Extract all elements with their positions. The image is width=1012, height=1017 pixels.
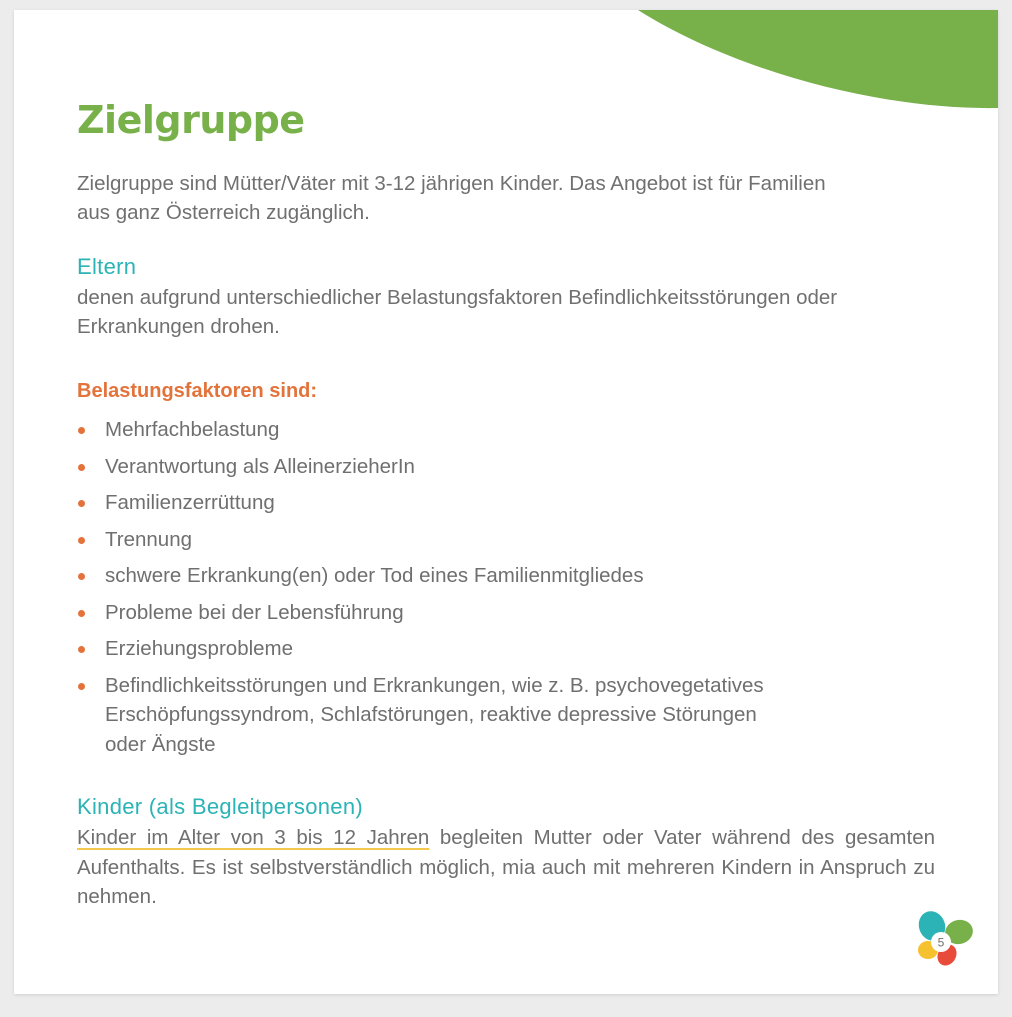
highlighted-phrase: Kinder im Alter von 3 bis 12 Jahren [77, 826, 430, 849]
list-item: Erziehungsprobleme [77, 634, 937, 664]
green-arc-decoration [638, 10, 998, 120]
belastung-list [77, 415, 937, 766]
page-number: 5 [937, 935, 945, 950]
eltern-heading: Eltern [77, 254, 137, 279]
list-item: schwere Erkrankung(en) oder Tod eines Familienmitgliedes [77, 561, 937, 591]
eltern-paragraph [77, 283, 837, 341]
eltern-line-2: Erkrankungen drohen. [77, 315, 280, 338]
eltern-line-1: denen aufgrund unterschiedlicher Belastungsfaktoren Befindlichkeitsstörungen oder [77, 286, 838, 309]
bullet-icon [78, 573, 85, 580]
bullet-icon [78, 427, 85, 434]
bullet-icon [78, 610, 85, 617]
belastung-heading: Belastungsfaktoren sind: [77, 380, 318, 402]
list-item: Trennung [77, 525, 937, 555]
kinder-paragraph [77, 823, 935, 912]
intro-paragraph [77, 169, 826, 227]
list-item: Mehrfachbelastung [77, 415, 937, 445]
kinder-text-rest: begleiten Mutter oder Vater während des gesamten Aufenthalts. Es ist selbstverständlich möglich, mia auch mit mehreren Kindern in Anspruch zu nehmen. [77, 826, 936, 908]
list-item: Probleme bei der Lebensführung [77, 598, 937, 628]
kinder-heading: Kinder (als Begleitpersonen) [77, 794, 363, 819]
intro-line-2: aus ganz Österreich zugänglich. [77, 201, 370, 224]
page-title: Zielgruppe [77, 98, 305, 142]
list-item: Befindlichkeitsstörungen und Erkrankungen, wie z. B. psychovegetatives Erschöpfungssyndrom, Schlafstörungen, reaktive depressive Störungen oder Ängste [77, 671, 937, 760]
bullet-icon [78, 646, 85, 653]
list-item: Familienzerrüttung [77, 488, 937, 518]
brand-logo-icon [914, 908, 976, 970]
bullet-icon [78, 537, 85, 544]
bullet-icon [78, 683, 85, 690]
intro-line-1: Zielgruppe sind Mütter/Väter mit 3-12 jährigen Kinder. Das Angebot ist für Familien [77, 172, 826, 195]
list-item: Verantwortung als AlleinerzieherIn [77, 452, 937, 482]
bullet-icon [78, 500, 85, 507]
document-page [14, 10, 998, 994]
bullet-icon [78, 464, 85, 471]
